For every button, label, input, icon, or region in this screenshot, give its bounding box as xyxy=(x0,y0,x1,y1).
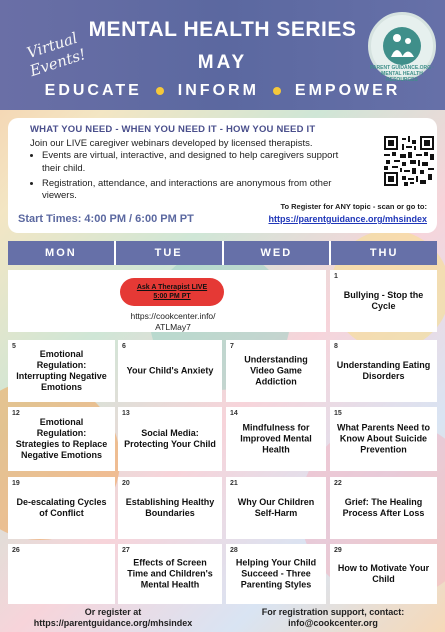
start-times: Start Times: 4:00 PM / 6:00 PM PT xyxy=(18,213,194,225)
day-thu: THU xyxy=(369,247,399,259)
calendar-cell[interactable] xyxy=(330,270,437,332)
webinar-topic: Your Child's Anxiety xyxy=(126,365,214,376)
dot-icon xyxy=(156,87,164,95)
webinar-topic: Emotional Regulation: Strategies to Replace Negative Emotions xyxy=(15,417,108,460)
day-number: 20 xyxy=(122,480,130,487)
day-number: 15 xyxy=(334,410,342,417)
pill-time: 5:00 PM PT xyxy=(153,293,191,300)
logo-text: PARENT GUIDANCE.ORG · MENTAL HEALTH RESOURCES xyxy=(369,65,435,83)
info-panel xyxy=(8,118,437,233)
day-number: 26 xyxy=(12,547,20,554)
calendar-cell[interactable] xyxy=(330,544,437,604)
day-number: 21 xyxy=(230,480,238,487)
dot-icon xyxy=(273,87,281,95)
day-mon: MON xyxy=(8,241,116,265)
webinar-topic: Emotional Regulation: Interrupting Negative Emotions xyxy=(16,349,107,392)
series-title: MENTAL HEALTH SERIES xyxy=(88,18,357,41)
webinar-topic: Why Our Children Self-Harm xyxy=(237,497,315,518)
info-bullets xyxy=(42,150,342,205)
webinar-topic: Bullying - Stop the Cycle xyxy=(343,290,424,311)
webinar-topic: How to Motivate Your Child xyxy=(337,563,430,584)
day-number: 7 xyxy=(230,343,234,350)
info-bullet: • Events are virtual, interactive, and designed to help caregivers support their child. xyxy=(42,150,342,176)
webinar-topic: Grief: The Healing Process After Loss xyxy=(342,497,425,518)
tagline-empower: EMPOWER xyxy=(294,82,401,99)
day-number: 13 xyxy=(122,410,130,417)
webinar-topic: Understanding Eating Disorders xyxy=(336,360,431,381)
webinar-topic: Mindfulness for Improved Mental Health xyxy=(240,422,312,455)
webinar-topic: De-escalating Cycles of Conflict xyxy=(16,497,107,518)
info-bullet: • Registration, attendance, and interactions are anonymous from other viewers. xyxy=(42,178,342,204)
day-wed: WED xyxy=(224,241,332,265)
calendar-cell[interactable] xyxy=(330,477,437,539)
month-title: MAY xyxy=(197,52,248,73)
day-number: 8 xyxy=(334,343,338,350)
footer-support-label: For registration support, contact: xyxy=(261,607,405,617)
day-tue: TUE xyxy=(116,241,224,265)
virtual-events-label: Virtual Events! xyxy=(24,28,89,81)
tagline-educate: EDUCATE xyxy=(44,82,142,99)
calendar-cell[interactable] xyxy=(118,340,222,402)
footer-support-email[interactable]: info@cookcenter.org xyxy=(288,618,378,629)
calendar-cell[interactable] xyxy=(118,477,222,539)
family-icon xyxy=(383,27,421,65)
qr-code-icon[interactable] xyxy=(384,136,434,186)
webinar-topic: Social Media: Protecting Your Child xyxy=(124,428,216,449)
footer-register xyxy=(8,607,218,630)
webinar-topic: What Parents Need to Know About Suicide Prevention xyxy=(336,422,430,455)
calendar-cell[interactable] xyxy=(226,407,326,471)
day-number: 27 xyxy=(122,547,130,554)
day-number: 12 xyxy=(12,410,20,417)
info-heading: WHAT YOU NEED - WHEN YOU NEED IT - HOW YOU NEED IT xyxy=(30,124,316,135)
webinar-topic: Helping Your Child Succeed - Three Parenting Styles xyxy=(235,557,317,590)
tagline xyxy=(0,82,445,100)
pill-title: Ask A Therapist LIVE xyxy=(136,283,208,291)
calendar-cell[interactable] xyxy=(118,544,222,604)
calendar-cell xyxy=(8,544,115,604)
webinar-topic: Understanding Video Game Addiction xyxy=(244,354,308,387)
calendar-cell[interactable] xyxy=(118,407,222,471)
header-banner xyxy=(0,0,445,110)
calendar-cell[interactable] xyxy=(226,544,326,604)
calendar-cell[interactable] xyxy=(330,407,437,471)
day-number: 29 xyxy=(334,547,342,554)
register-label: To Register for ANY topic - scan or go to: xyxy=(280,202,427,211)
tagline-inform: INFORM xyxy=(177,82,259,99)
footer-support xyxy=(228,607,438,630)
day-number: 28 xyxy=(230,547,238,554)
calendar-day-header xyxy=(8,241,437,265)
footer-register-label: Or register at xyxy=(84,607,142,617)
day-number: 14 xyxy=(230,410,238,417)
webinar-topic: Effects of Screen Time and Children's Mental Health xyxy=(127,557,213,590)
calendar-cell[interactable] xyxy=(226,477,326,539)
ask-therapist-live-button[interactable] xyxy=(120,278,224,306)
day-number: 5 xyxy=(12,343,16,350)
calendar-cell[interactable] xyxy=(8,407,115,471)
info-intro: Join our LIVE caregiver webinars developed by licensed therapists. xyxy=(30,138,313,149)
calendar-cell[interactable] xyxy=(226,340,326,402)
calendar-cell[interactable] xyxy=(330,340,437,402)
ask-therapist-url[interactable]: https://cookcenter.info/ ATLMay7 xyxy=(130,311,216,333)
day-number: 6 xyxy=(122,343,126,350)
webinar-topic: Establishing Healthy Boundaries xyxy=(125,497,215,518)
footer-register-link[interactable]: https://parentguidance.org/mhsindex xyxy=(33,618,193,629)
calendar-cell-special xyxy=(8,270,326,332)
day-number: 22 xyxy=(334,480,342,487)
day-number: 19 xyxy=(12,480,20,487)
register-link[interactable]: https://parentguidance.org/mhsindex xyxy=(268,214,427,224)
day-number: 1 xyxy=(334,273,338,280)
calendar-cell[interactable] xyxy=(8,340,115,402)
parent-guidance-logo xyxy=(368,12,436,83)
calendar-cell[interactable] xyxy=(8,477,115,539)
